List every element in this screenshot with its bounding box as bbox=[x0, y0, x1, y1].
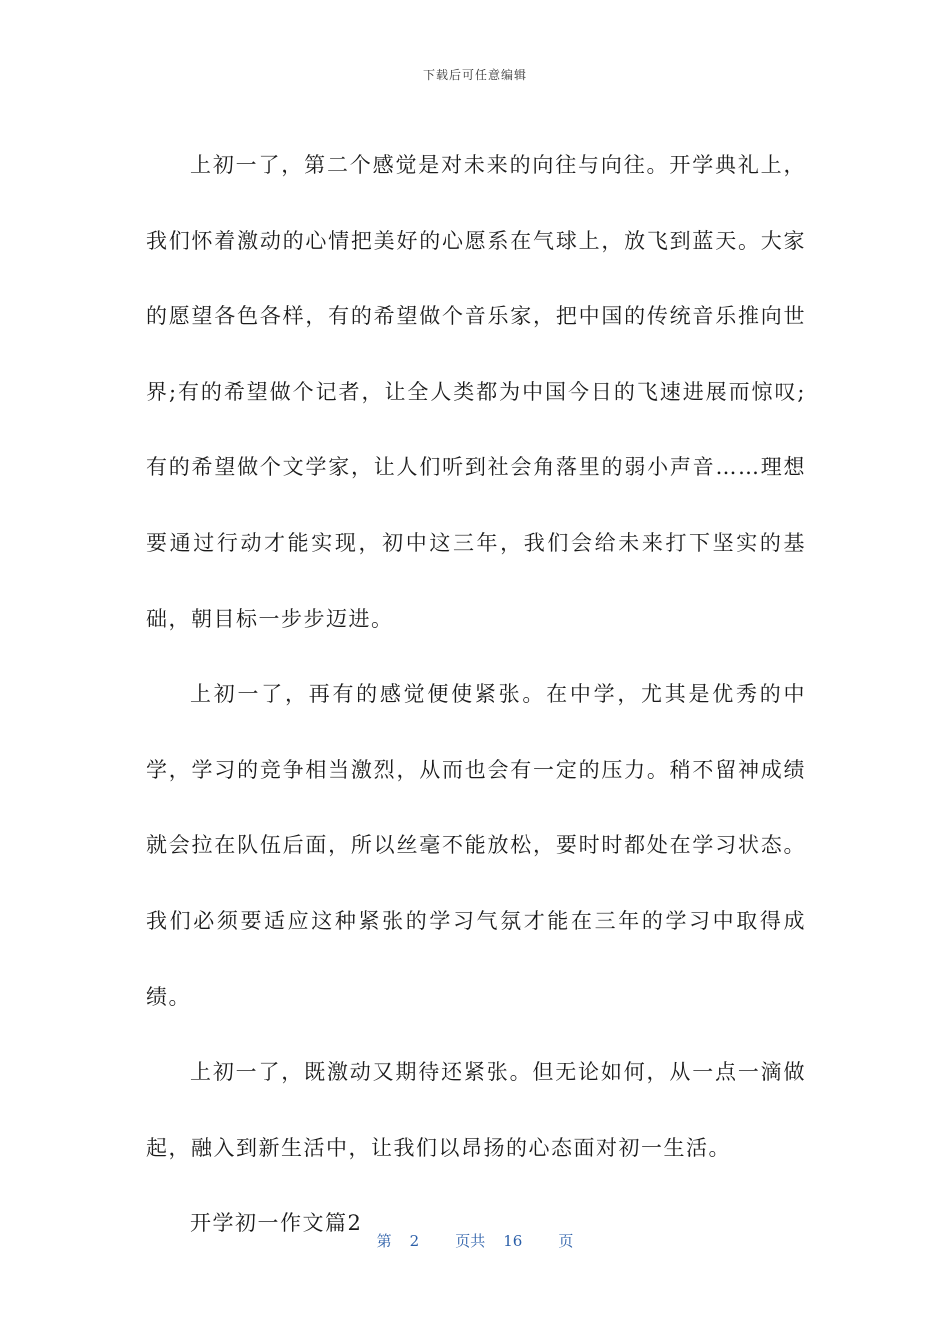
paragraph: 上初一了，既激动又期待还紧张。但无论如何，从一点一滴做起，融入到新生活中，让我们以昂扬的心态面对初一生活。 bbox=[146, 1060, 806, 1160]
footer-middle: 页共 bbox=[455, 1232, 486, 1250]
section-heading: 开学初一作文篇2 bbox=[190, 1211, 363, 1236]
page-footer bbox=[0, 1230, 950, 1251]
footer-suffix: 页 bbox=[558, 1232, 574, 1250]
footer-current-page: 2 bbox=[409, 1232, 420, 1250]
paragraph: 上初一了，再有的感觉便使紧张。在中学，尤其是优秀的中学，学习的竞争相当激烈，从而也会有一定的压力。稍不留神成绩就会拉在队伍后面，所以丝毫不能放松，要时时都处在学习状态。我们必须要适应这种紧张的学习气氛才能在三年的学习中取得成绩。 bbox=[146, 682, 806, 1009]
paragraph: 上初一了，第二个感觉是对未来的向往与向往。开学典礼上，我们怀着激动的心情把美好的心愿系在气球上，放飞到蓝天。大家的愿望各色各样，有的希望做个音乐家，把中国的传统音乐推向世界;有的希望做个记者，让全人类都为中国今日的飞速进展而惊叹;有的希望做个文学家，让人们听到社会角落里的弱小声音……理想要通过行动才能实现，初中这三年，我们会给未来打下坚实的基础，朝目标一步步迈进。 bbox=[146, 153, 806, 631]
footer-total-pages: 16 bbox=[503, 1232, 523, 1250]
document-body bbox=[146, 128, 806, 1262]
footer-prefix: 第 bbox=[376, 1232, 392, 1250]
page-header-note: 下载后可任意编辑 bbox=[422, 68, 527, 82]
